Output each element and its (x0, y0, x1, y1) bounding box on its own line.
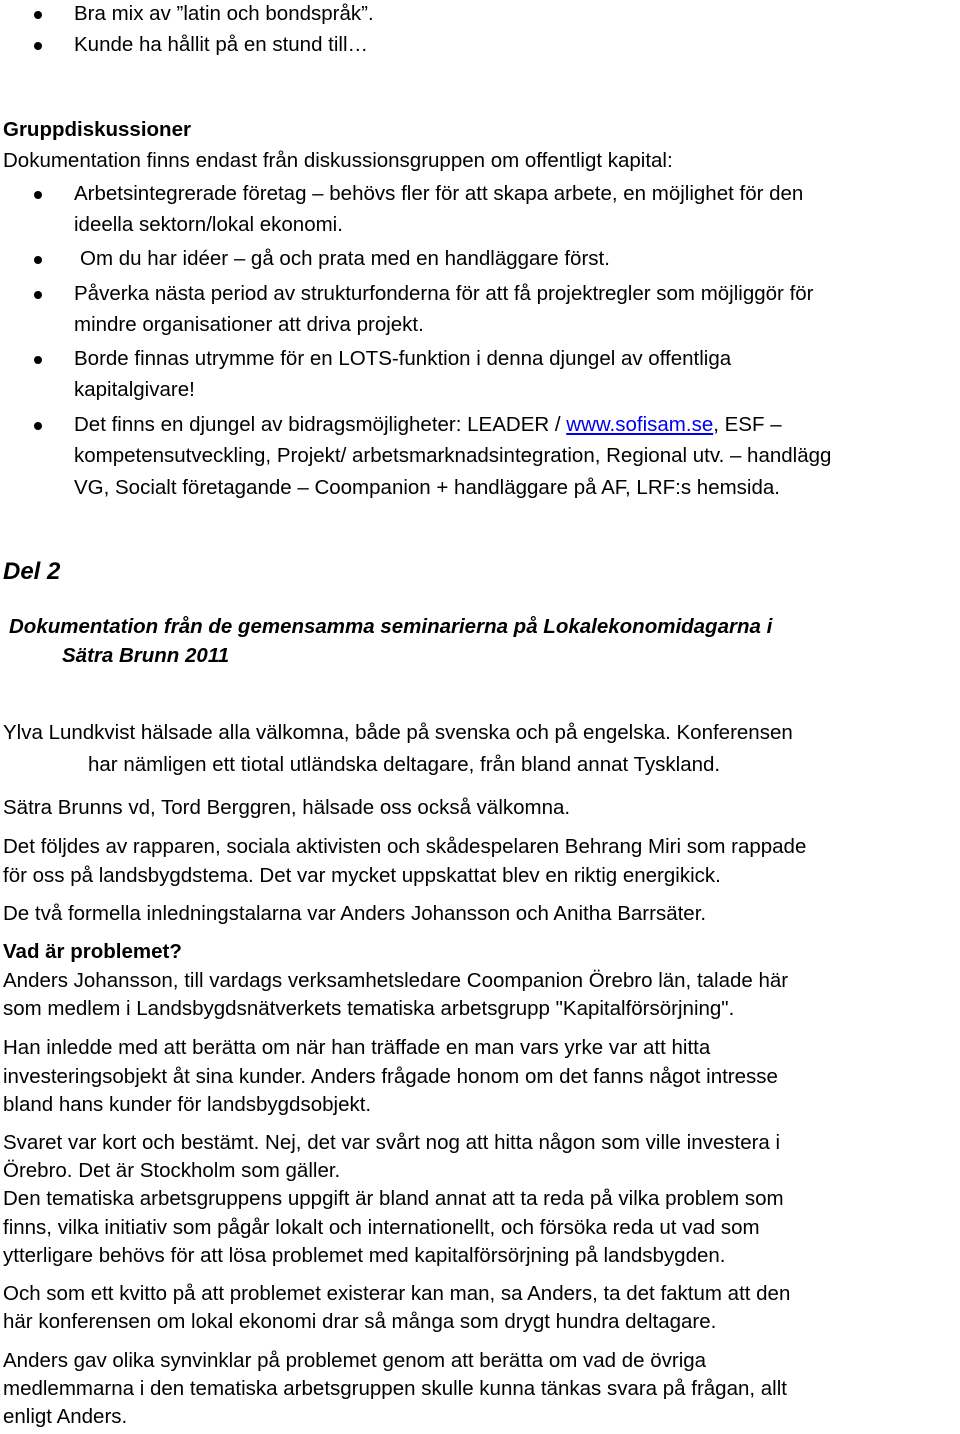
paragraph-continuation: har nämligen ett tiotal utländska deltagare, från bland annat Tyskland. (88, 753, 721, 776)
list-item (74, 411, 782, 439)
bullet-icon (34, 42, 42, 50)
bullet-icon (34, 191, 42, 199)
list-item-text: , ESF – (713, 413, 782, 436)
paragraph: De två formella inledningstalarna var Anders Johansson och Anitha Barrsäter. (3, 902, 707, 925)
subsection-heading: Vad är problemet? (3, 940, 182, 963)
paragraph: Och som ett kvitto på att problemet existerar kan man, sa Anders, ta det faktum att den (3, 1282, 791, 1305)
paragraph-continuation: som medlem i Landsbygdsnätverkets tematiska arbetsgrupp "Kapitalförsörjning". (3, 997, 735, 1020)
paragraph: Dokumentation finns endast från diskussionsgruppen om offentligt kapital: (3, 149, 673, 172)
paragraph-continuation: investeringsobjekt åt sina kunder. Anders frågade honom om det fanns något intresse (3, 1065, 778, 1088)
paragraph: Det följdes av rapparen, sociala aktivisten och skådespelaren Behrang Miri som rappade (3, 835, 807, 858)
paragraph: Han inledde med att berätta om när han träffade en man vars yrke var att hitta (3, 1036, 711, 1059)
list-item: Arbetsintegrerade företag – behövs fler för att skapa arbete, en möjlighet för den (74, 182, 804, 205)
section-heading: Gruppdiskussioner (3, 118, 191, 141)
bullet-icon (34, 356, 42, 364)
sofisam-link[interactable]: www.sofisam.se (566, 413, 714, 436)
list-item: Om du har idéer – gå och prata med en handläggare först. (80, 247, 610, 270)
paragraph-continuation: här konferensen om lokal ekonomi drar så många som drygt hundra deltagare. (3, 1310, 717, 1333)
subheading: Dokumentation från de gemensamma seminarierna på Lokalekonomidagarna i (9, 615, 773, 638)
section-heading: Del 2 (3, 558, 61, 585)
paragraph: Svaret var kort och bestämt. Nej, det var svårt nog att hitta någon som ville investera i (3, 1131, 781, 1154)
list-item-continuation: ideella sektorn/lokal ekonomi. (74, 213, 343, 236)
bullet-icon (34, 422, 42, 430)
paragraph-continuation: för oss på landsbygdstema. Det var mycket uppskattat blev en riktig energikick. (3, 864, 721, 887)
paragraph-continuation: ytterligare behövs för att lösa problemet med kapitalförsörjning på landsbygden. (3, 1244, 726, 1267)
paragraph: Den tematiska arbetsgruppens uppgift är bland annat att ta reda på vilka problem som (3, 1187, 784, 1210)
paragraph-continuation: bland hans kunder för landsbygdsobjekt. (3, 1093, 372, 1116)
list-item: Bra mix av ”latin och bondspråk”. (74, 2, 374, 25)
paragraph-continuation: finns, vilka initiativ som pågår lokalt och internationellt, och försöka reda ut vad som (3, 1216, 760, 1239)
list-item-text: Det finns en djungel av bidragsmöjligheter: LEADER / (74, 413, 567, 436)
paragraph-continuation: medlemmarna i den tematiska arbetsgruppen skulle kunna tänkas svara på frågan, allt (3, 1377, 787, 1400)
paragraph: Anders Johansson, till vardags verksamhetsledare Coompanion Örebro län, talade här (3, 969, 789, 992)
paragraph-continuation: enligt Anders. (3, 1405, 128, 1428)
bullet-icon (34, 291, 42, 299)
list-item: Borde finnas utrymme för en LOTS-funktion i denna djungel av offentliga (74, 347, 732, 370)
list-item-continuation: VG, Socialt företagande – Coompanion + handläggare på AF, LRF:s hemsida. (74, 476, 780, 499)
list-item-continuation: kompetensutveckling, Projekt/ arbetsmarknadsintegration, Regional utv. – handlägg (74, 444, 832, 467)
list-item-continuation: mindre organisationer att driva projekt. (74, 313, 424, 336)
list-item: Kunde ha hållit på en stund till… (74, 33, 369, 56)
subheading-continuation: Sätra Brunn 2011 (62, 644, 230, 667)
bullet-icon (34, 256, 42, 264)
paragraph-continuation: Örebro. Det är Stockholm som gäller. (3, 1159, 341, 1182)
paragraph: Sätra Brunns vd, Tord Berggren, hälsade oss också välkomna. (3, 796, 571, 819)
list-item: Påverka nästa period av strukturfonderna för att få projektregler som möjliggör för (74, 282, 814, 305)
bullet-icon (34, 11, 42, 19)
list-item-continuation: kapitalgivare! (74, 378, 195, 401)
paragraph: Anders gav olika synvinklar på problemet genom att berätta om vad de övriga (3, 1349, 707, 1372)
paragraph: Ylva Lundkvist hälsade alla välkomna, både på svenska och på engelska. Konferensen (3, 721, 793, 744)
